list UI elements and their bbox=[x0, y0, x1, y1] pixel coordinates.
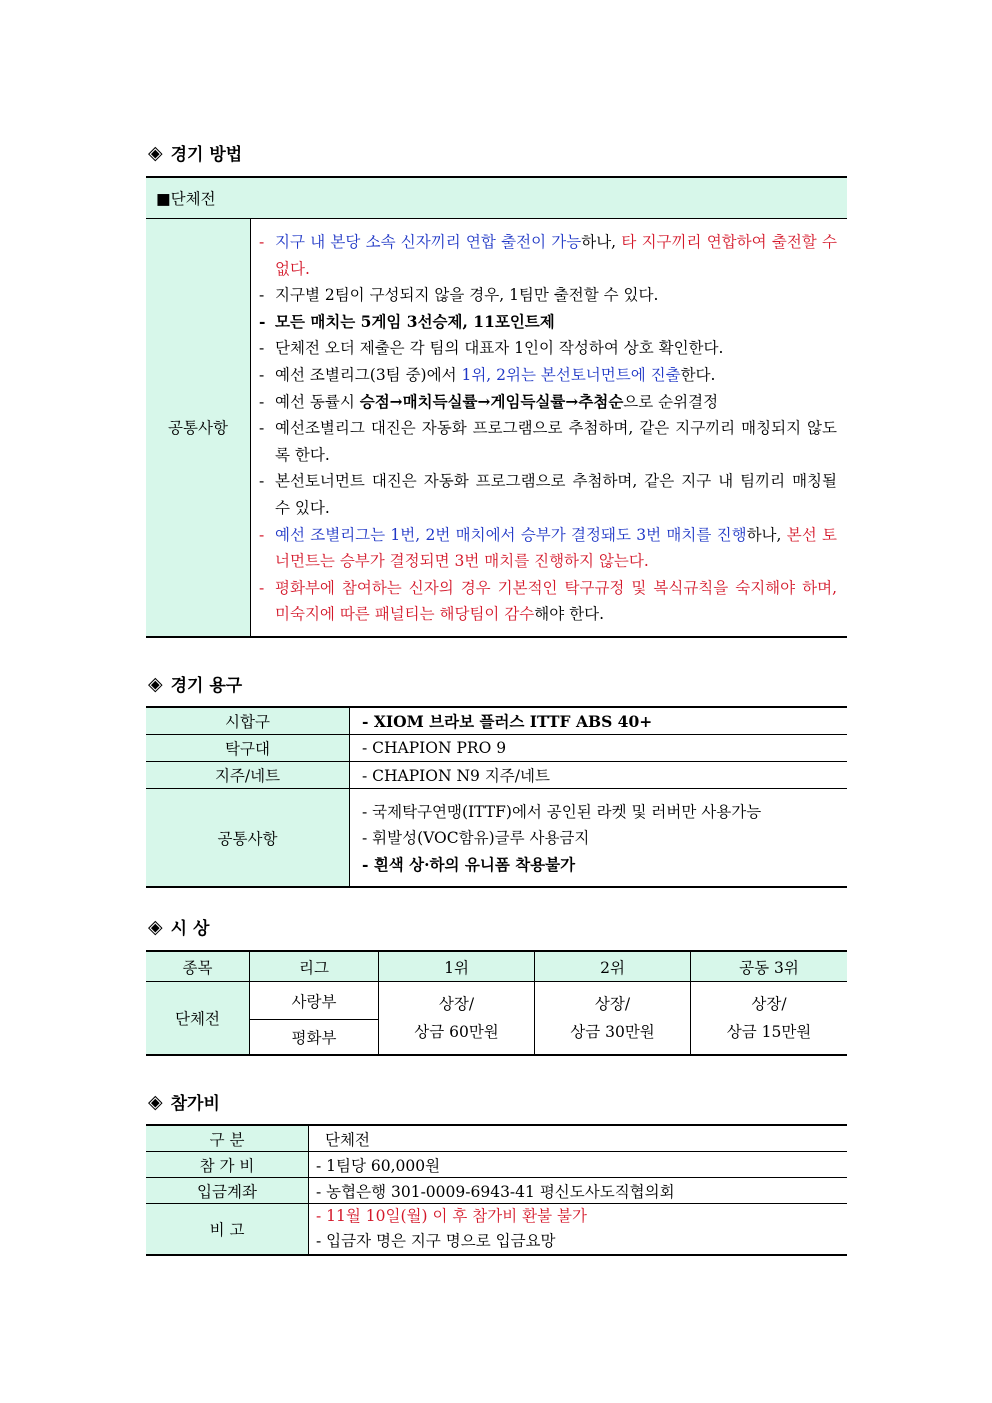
rule-item: - 예선조별리그 대진은 자동화 프로그램으로 추첨하며, 같은 지구끼리 매칭되지 않도록 한다. bbox=[259, 419, 837, 464]
table-value: - CHAPION PRO 9 bbox=[350, 735, 848, 762]
rule-item: - 단체전 오더 제출은 각 팀의 대표자 1인이 작성하여 상호 확인한다. bbox=[259, 339, 724, 358]
ball-value: - XIOM 브라보 플러스 ITTF ABS 40+ bbox=[350, 707, 848, 735]
method-table bbox=[146, 176, 847, 638]
diamond-bullet-icon: ◈ bbox=[148, 141, 163, 164]
common-label: 공통사항 bbox=[146, 219, 251, 637]
equipment-table bbox=[146, 706, 847, 888]
rule-item: - 지구 내 본당 소속 신자끼리 연합 출전이 가능하나, 타 지구끼리 연합하여 출전할 수 없다. bbox=[259, 233, 837, 278]
note-value bbox=[309, 1204, 848, 1256]
section-title-text: 경기 방법 bbox=[170, 145, 243, 165]
diamond-bullet-icon: ◈ bbox=[148, 915, 163, 938]
method-rules bbox=[251, 219, 848, 637]
rule-item: - 모든 매치는 5게임 3선승제, 11포인트제 bbox=[259, 311, 555, 331]
rule-item: - 예선 조별리그는 1번, 2번 매치에서 승부가 결정돼도 3번 매치를 진행하나, 본선 토너먼트는 승부가 결정되면 3번 매치를 진행하지 않는다. bbox=[259, 525, 837, 571]
equipment-note: - 흰색 상·하의 유니폼 착용불가 bbox=[362, 854, 576, 874]
diamond-bullet-icon: ◈ bbox=[148, 672, 163, 695]
rule-item: - 예선 조별리그(3팀 중)에서 1위, 2위는 본선토너먼트에 진출한다. bbox=[259, 365, 716, 384]
equipment-common-label: 공통사항 bbox=[146, 789, 350, 888]
award-event: 단체전 bbox=[146, 982, 250, 1056]
rule-item: - 예선 동률시 승점→매치득실률→게임득실률→추첨순으로 순위결정 bbox=[259, 391, 719, 411]
depositor-note: - 입금자 명은 지구 명으로 입금요망 bbox=[316, 1232, 556, 1250]
league-peace: 평화부 bbox=[250, 1020, 379, 1056]
header-event: 종목 bbox=[146, 951, 250, 982]
fee-header-value: 단체전 bbox=[309, 1125, 848, 1152]
refund-note: - 11월 10일(월) 이 후 참가비 환불 불가 bbox=[316, 1207, 587, 1225]
rule-item: - 본선토너먼트 대진은 자동화 프로그램으로 추첨하며, 같은 지구 내 팀끼리 매칭될 수 있다. bbox=[259, 472, 837, 517]
awards-table bbox=[146, 950, 847, 1056]
header-third: 공동 3위 bbox=[691, 951, 848, 982]
section-title-text: 시 상 bbox=[170, 919, 210, 939]
section-title-text: 경기 용구 bbox=[170, 676, 243, 696]
account-label: 입금계좌 bbox=[146, 1178, 309, 1204]
net-value: - CHAPION N9 지주/네트 bbox=[350, 762, 848, 789]
header-first: 1위 bbox=[379, 951, 535, 982]
fee-header-label: 구 분 bbox=[146, 1125, 309, 1152]
fee-table bbox=[146, 1124, 847, 1256]
equipment-common-value bbox=[350, 789, 848, 888]
rule-item: - 평화부에 참여하는 신자의 경우 기본적인 탁구규정 및 복식규칙을 숙지해야 하며, 미숙지에 따른 패널티는 해당팀이 감수해야 한다. bbox=[259, 578, 837, 624]
section-title-text: 참가비 bbox=[170, 1094, 220, 1114]
equipment-note: - 휘발성(VOC함유)글루 사용금지 bbox=[362, 829, 590, 848]
table-label: 탁구대 bbox=[146, 735, 350, 762]
section-title-method bbox=[148, 140, 242, 165]
account-value: - 농협은행 301-0009-6943-41 평신도사도직협의회 bbox=[309, 1178, 848, 1204]
section-title-equipment bbox=[148, 671, 242, 696]
team-event-header: ■단체전 bbox=[146, 177, 847, 219]
third-prize: 상장/ 상금 15만원 bbox=[691, 982, 848, 1056]
rule-item: - 지구별 2팀이 구성되지 않을 경우, 1팀만 출전할 수 있다. bbox=[259, 286, 659, 305]
header-league: 리그 bbox=[250, 951, 379, 982]
fee-label: 참 가 비 bbox=[146, 1152, 309, 1178]
ball-label: 시합구 bbox=[146, 707, 350, 735]
first-prize: 상장/ 상금 60만원 bbox=[379, 982, 535, 1056]
net-label: 지주/네트 bbox=[146, 762, 350, 789]
section-title-awards bbox=[148, 914, 209, 939]
league-love: 사랑부 bbox=[250, 982, 379, 1020]
fee-value: - 1팀당 60,000원 bbox=[309, 1152, 848, 1178]
note-label: 비 고 bbox=[146, 1204, 309, 1256]
second-prize: 상장/ 상금 30만원 bbox=[535, 982, 691, 1056]
diamond-bullet-icon: ◈ bbox=[148, 1090, 163, 1113]
section-title-fee bbox=[148, 1089, 220, 1114]
header-second: 2위 bbox=[535, 951, 691, 982]
equipment-note: - 국제탁구연맹(ITTF)에서 공인된 라켓 및 러버만 사용가능 bbox=[362, 802, 762, 821]
